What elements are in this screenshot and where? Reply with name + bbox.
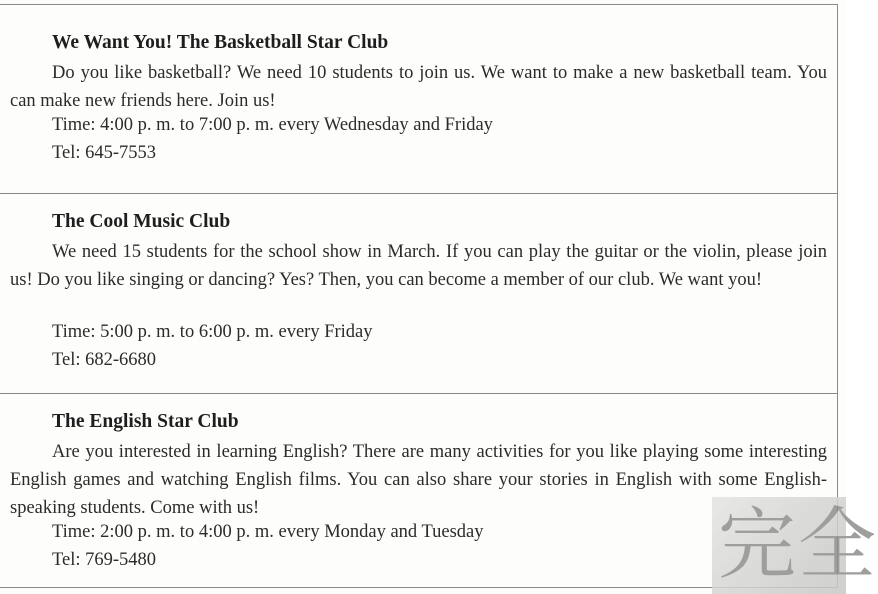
section-paragraph: We need 15 students for the school show in March. If you can play the guitar or the violin, please join us! Do you like singing or dancing? Yes? Then, you can become a member of our club. We want you!	[10, 242, 827, 290]
section-title: We Want You! The Basketball Star Club	[52, 32, 389, 53]
section-tel: Tel: 682-6680	[52, 350, 157, 370]
section-title: The English Star Club	[52, 411, 239, 432]
section-paragraph: Are you interested in learning English? There are many activities for you like playing some interesting English games and watching English films. You can also share your stories in English with some English-speaking students. Come with us!	[10, 442, 827, 518]
watermark-stamp	[712, 497, 878, 594]
section-time: Time: 5:00 p. m. to 6:00 p. m. every Friday	[52, 322, 373, 342]
section-title: The Cool Music Club	[52, 211, 231, 232]
watermark-text: 完全	[718, 500, 878, 590]
section-time: Time: 2:00 p. m. to 4:00 p. m. every Monday and Tuesday	[52, 522, 484, 542]
section-paragraph: Do you like basketball? We need 10 students to join us. We want to make a new basketball team. You can make new friends here. Join us!	[10, 63, 827, 111]
section-tel: Tel: 645-7553	[52, 143, 157, 163]
section-tel: Tel: 769-5480	[52, 550, 157, 570]
section-time: Time: 4:00 p. m. to 7:00 p. m. every Wednesday and Friday	[52, 115, 493, 135]
